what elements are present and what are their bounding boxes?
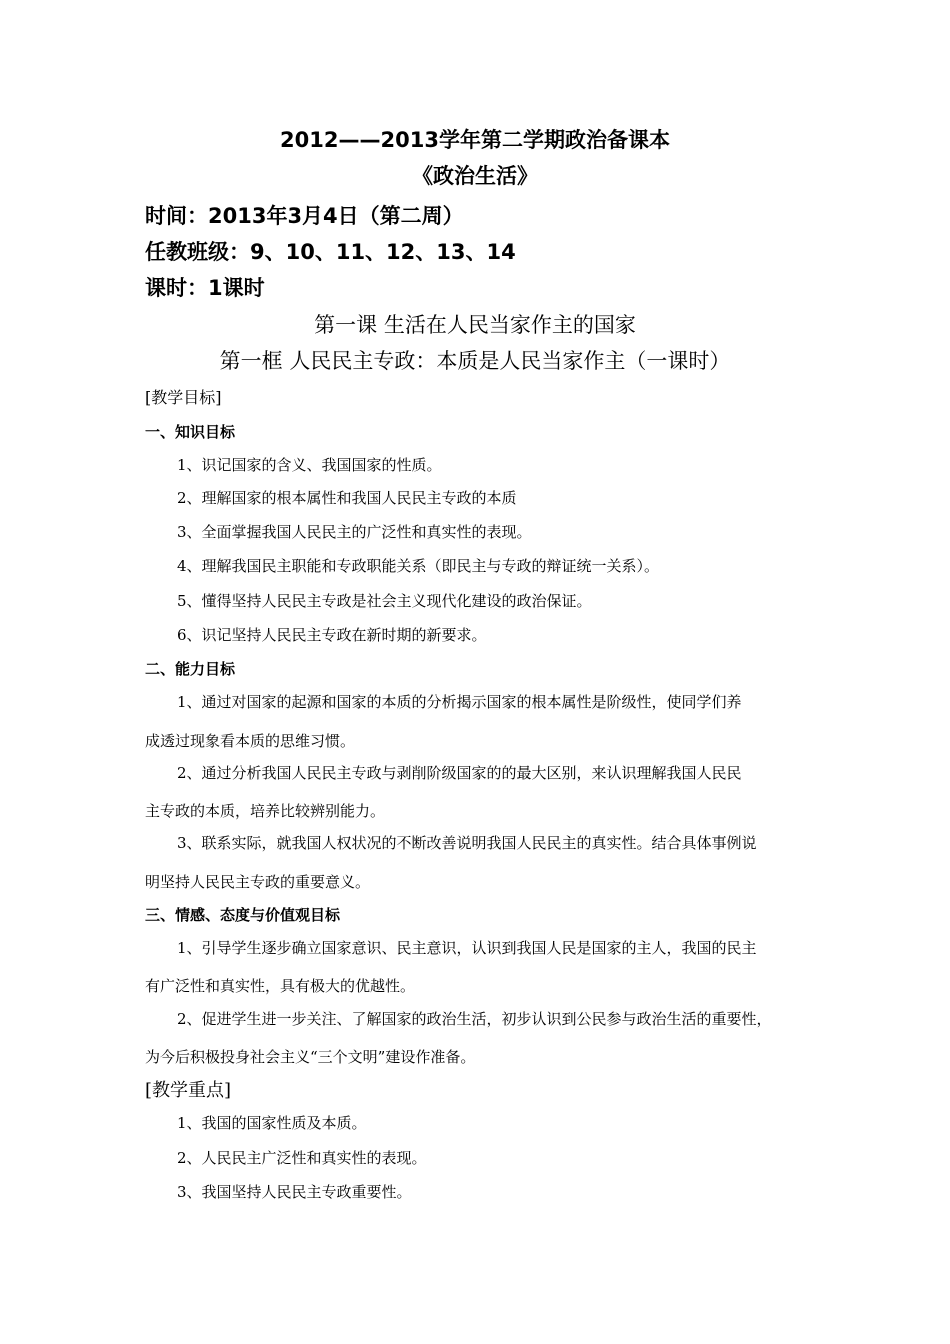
key-points-heading: [教学重点]: [145, 1080, 232, 1101]
ability-paragraph-line: 主专政的本质，培养比较辨别能力。: [145, 802, 386, 820]
knowledge-item: 3、全面掌握我国人民民主的广泛性和真实性的表现。: [177, 523, 532, 541]
emotion-heading: 三、情感、态度与价值观目标: [145, 906, 341, 924]
classes-line: 任教班级：9、10、11、12、13、14: [145, 240, 516, 264]
knowledge-item: 4、理解我国民主职能和专政职能关系（即民主与专政的辩证统一关系）。: [177, 557, 660, 575]
time-line: 时间：2013年3月4日（第二周）: [145, 204, 464, 228]
emotion-paragraph-line: 2、促进学生进一步关注、了解国家的政治生活，初步认识到公民参与政治生活的重要性，: [177, 1010, 772, 1028]
ability-paragraph-line: 1、通过对国家的起源和国家的本质的分析揭示国家的根本属性是阶级性，使同学们养: [177, 693, 742, 711]
frame-heading: 第一框 人民民主专政：本质是人民当家作主（一课时）: [219, 349, 731, 373]
knowledge-item: 6、识记坚持人民民主专政在新时期的新要求。: [177, 626, 487, 644]
objectives-heading: [教学目标]: [145, 388, 222, 407]
emotion-paragraph-line: 为今后积极投身社会主义“三个文明”建设作准备。: [145, 1048, 476, 1066]
ability-paragraph-line: 成透过现象看本质的思维习惯。: [145, 732, 356, 750]
hours-line: 课时：1课时: [145, 276, 265, 300]
chapter-heading: 第一课 生活在人民当家作主的国家: [314, 313, 636, 337]
document-title: 2012——2013学年第二学期政治备课本: [280, 128, 670, 152]
key-point-item: 3、我国坚持人民民主专政重要性。: [177, 1183, 412, 1201]
emotion-paragraph-line: 1、引导学生逐步确立国家意识、民主意识，认识到我国人民是国家的主人，我国的民主: [177, 939, 757, 957]
ability-paragraph-line: 3、联系实际，就我国人权状况的不断改善说明我国人民民主的真实性。结合具体事例说: [177, 834, 757, 852]
ability-paragraph-line: 2、通过分析我国人民民主专政与剥削阶级国家的的最大区别，来认识理解我国人民民: [177, 764, 742, 782]
knowledge-heading: 一、知识目标: [145, 423, 236, 441]
ability-heading: 二、能力目标: [145, 660, 236, 678]
knowledge-item: 1、识记国家的含义、我国国家的性质。: [177, 456, 442, 474]
knowledge-item: 5、懂得坚持人民民主专政是社会主义现代化建设的政治保证。: [177, 592, 592, 610]
knowledge-item: 2、理解国家的根本属性和我国人民民主专政的本质: [177, 489, 517, 507]
key-point-item: 1、我国的国家性质及本质。: [177, 1114, 367, 1132]
key-point-item: 2、人民民主广泛性和真实性的表现。: [177, 1149, 427, 1167]
ability-paragraph-line: 明坚持人民民主专政的重要意义。: [145, 873, 371, 891]
emotion-paragraph-line: 有广泛性和真实性，具有极大的优越性。: [145, 977, 416, 995]
document-subtitle: 《政治生活》: [412, 164, 538, 188]
